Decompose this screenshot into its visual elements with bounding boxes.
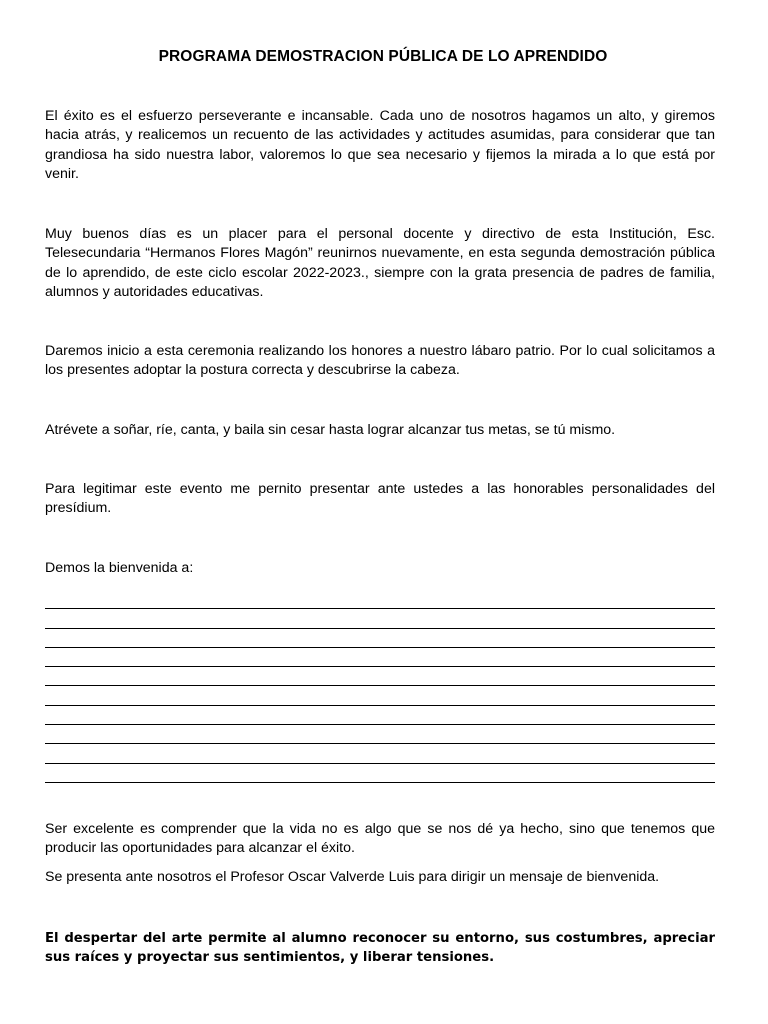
blank-line	[45, 706, 715, 725]
paragraph-excelente: Ser excelente es comprender que la vida no es algo que se nos dé ya hecho, sino que tenemos que producir las oportunidades para alcanzar el éxito.	[45, 821, 715, 857]
paragraph-intro: El éxito es el esfuerzo perseverante e incansable. Cada uno de nosotros hagamos un alto, y giremos hacia atrás, y realicemos un recuento de las actividades y actitudes asumidas, para considerar que tan grandiosa ha sido nuestra labor, valoremos lo que sea necesario y fijemos la mirada a lo que está por venir.	[45, 108, 715, 182]
paragraph-honors: Daremos inicio a esta ceremonia realizando los honores a nuestro lábaro patrio. Por lo cual solicitamos a los presentes adoptar la postura correcta y descubrirse la cabeza.	[45, 343, 715, 379]
blank-line	[45, 667, 715, 686]
paragraph-presidium: Para legitimar este evento me pernito presentar ante ustedes a las honorables personalidades del presídium.	[45, 481, 715, 517]
blank-line	[45, 648, 715, 667]
blank-line	[45, 590, 715, 609]
blank-line	[45, 725, 715, 744]
paragraph-arte: El despertar del arte permite al alumno reconocer su entorno, sus costumbres, apreciar sus raíces y proyectar sus sentimientos, y liberar tensiones.	[45, 931, 715, 965]
paragraph-bienvenida: Demos la bienvenida a:	[45, 560, 194, 576]
blank-line	[45, 609, 715, 628]
paragraph-dream: Atrévete a soñar, ríe, canta, y baila sin cesar hasta lograr alcanzar tus metas, se tú mismo.	[45, 422, 616, 438]
blank-line	[45, 686, 715, 705]
blank-line	[45, 764, 715, 783]
document-title: PROGRAMA DEMOSTRACION PÚBLICA DE LO APRENDIDO	[158, 48, 608, 65]
blank-line	[45, 744, 715, 763]
paragraph-profesor: Se presenta ante nosotros el Profesor Oscar Valverde Luis para dirigir un mensaje de bienvenida.	[45, 869, 660, 885]
blank-line	[45, 629, 715, 648]
blank-lines	[45, 590, 715, 783]
paragraph-welcome: Muy buenos días es un placer para el personal docente y directivo de esta Institución, Esc. Telesecundaria “Hermanos Flores Magón” reunirnos nuevamente, en esta segunda demostración pública de lo aprendido, de este ciclo escolar 2022-2023., siempre con la grata presencia de padres de familia, alumnos y autoridades educativas.	[45, 226, 715, 300]
